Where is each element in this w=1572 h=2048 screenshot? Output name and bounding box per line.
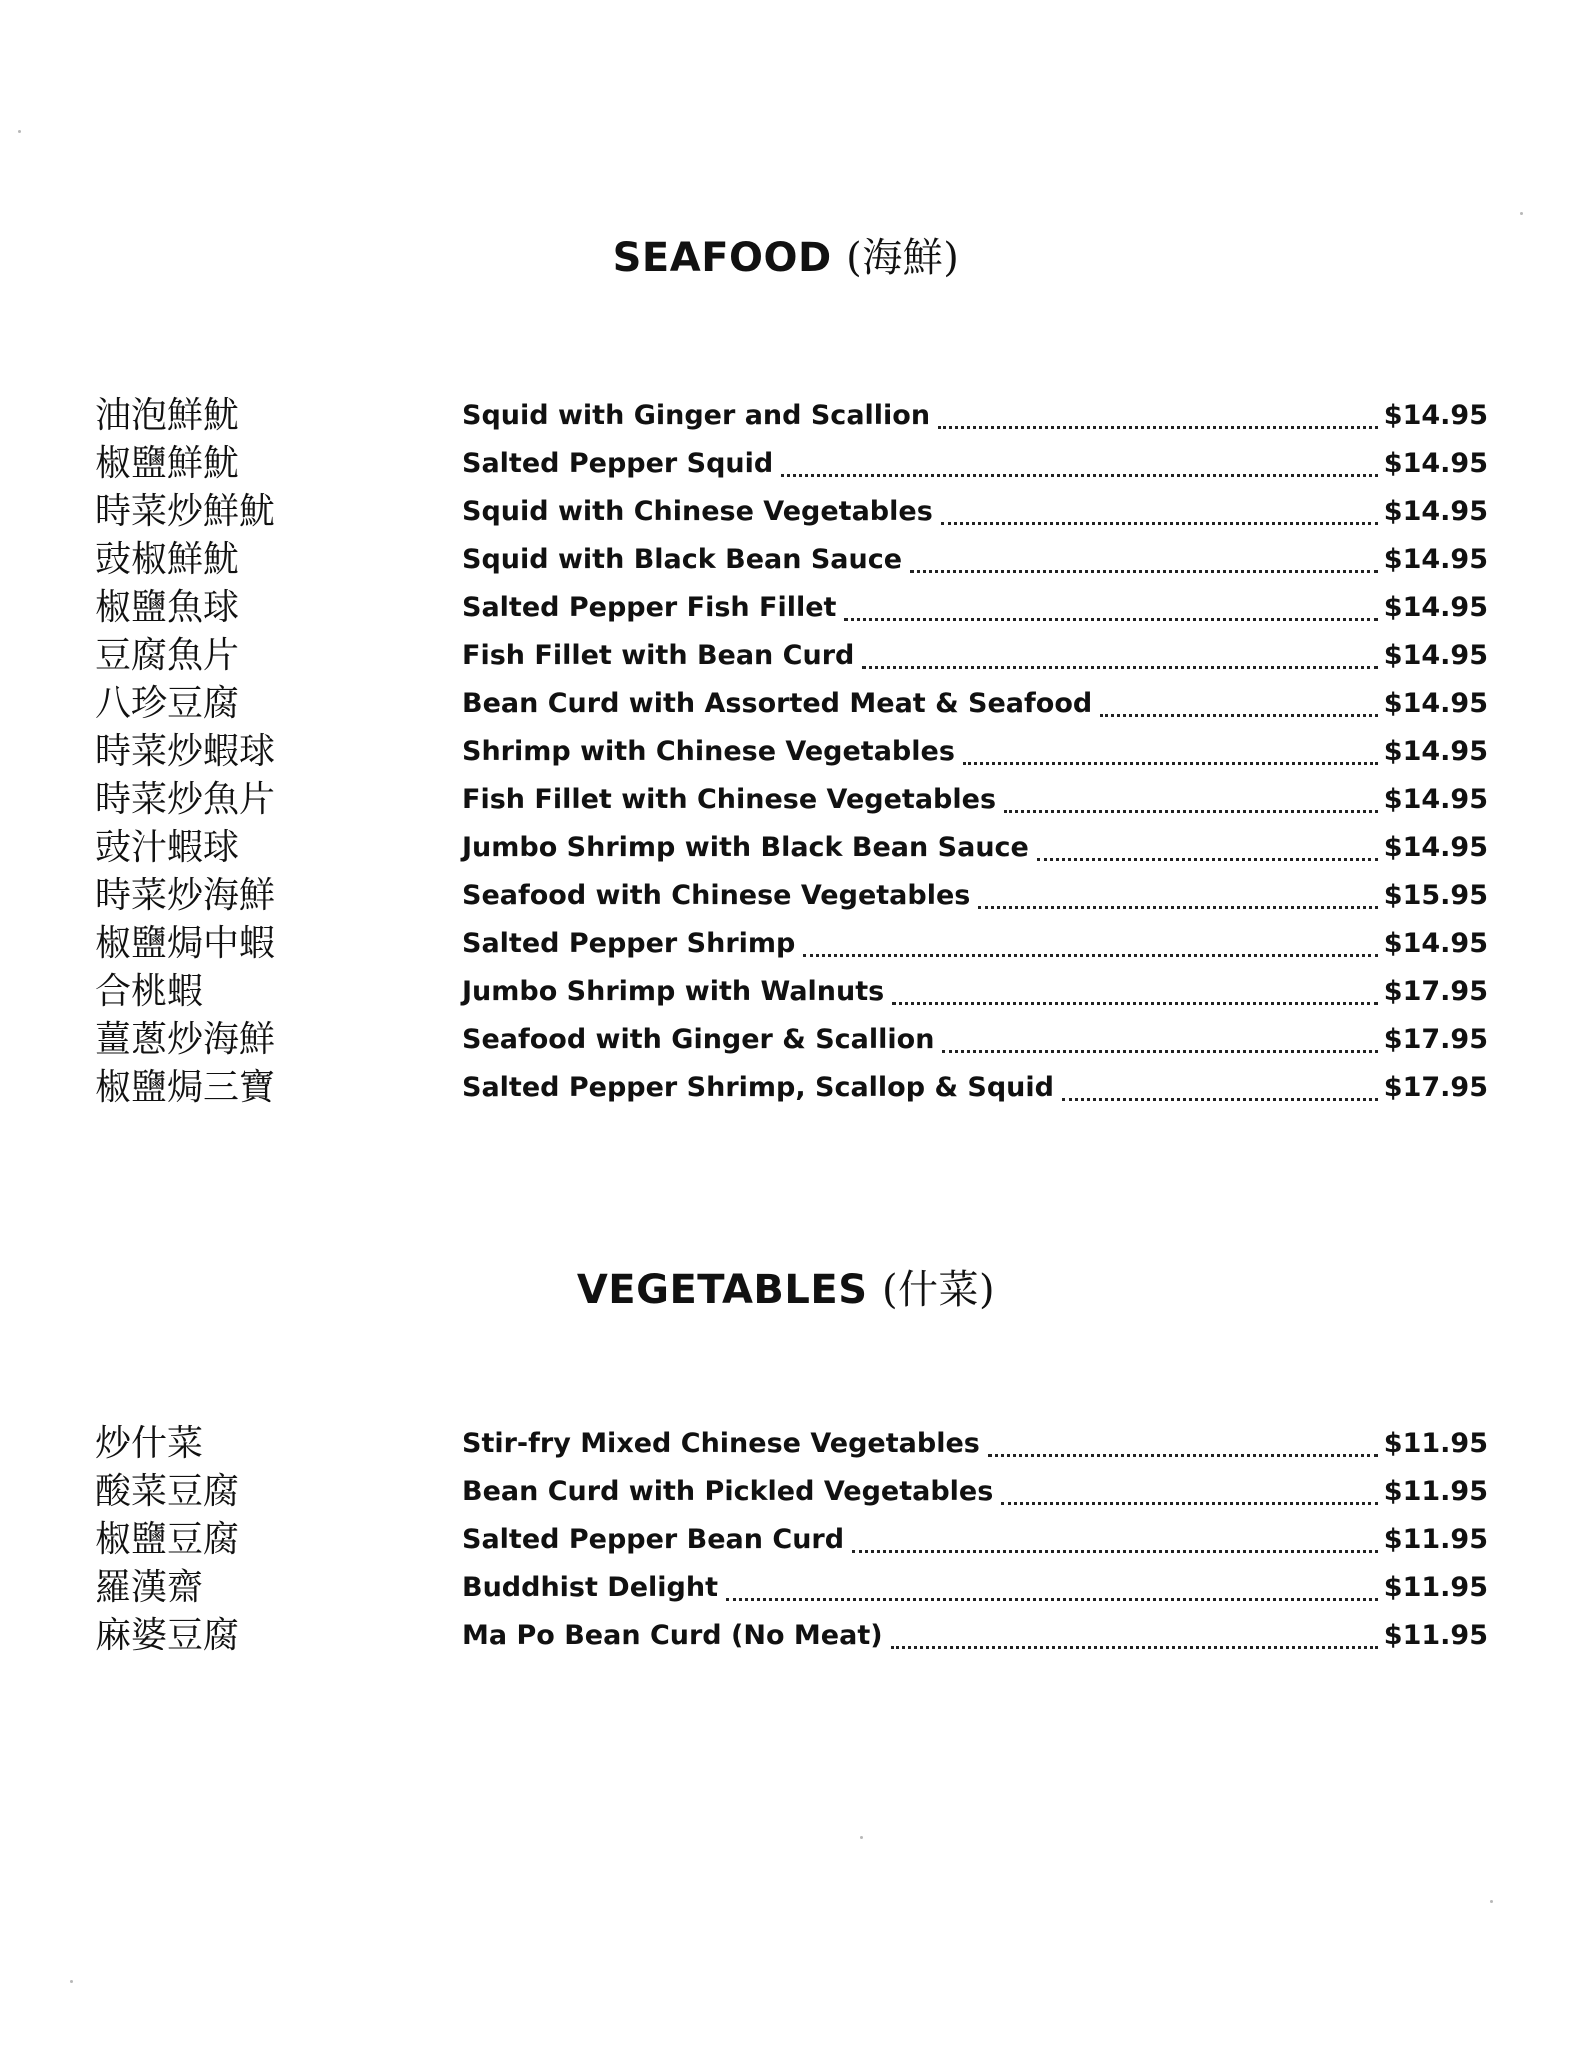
english-dish-name: Fish Fillet with Chinese Vegetables xyxy=(462,784,997,815)
menu-item xyxy=(0,390,1572,438)
menu-item xyxy=(0,774,1572,822)
dot-leader xyxy=(726,1594,1378,1601)
dish-price: $14.95 xyxy=(1383,496,1488,527)
dish-price: $11.95 xyxy=(1383,1620,1488,1651)
menu-item xyxy=(0,726,1572,774)
dot-leader xyxy=(988,1450,1378,1457)
chinese-dish-name: 炒什菜 xyxy=(95,1423,204,1464)
chinese-dish-name: 椒鹽魚球 xyxy=(95,587,240,628)
english-dish-name: Shrimp with Chinese Vegetables xyxy=(462,736,955,767)
scan-speck xyxy=(1520,212,1523,215)
english-dish-name: Salted Pepper Shrimp, Scallop & Squid xyxy=(462,1072,1054,1103)
dish-price: $14.95 xyxy=(1383,448,1488,479)
menu-item xyxy=(0,678,1572,726)
section-title-cjk: (什菜) xyxy=(881,1267,996,1313)
section-title-vegetables xyxy=(0,1258,1572,1315)
chinese-dish-name: 椒鹽焗中蝦 xyxy=(95,923,276,964)
menu-item xyxy=(0,534,1572,582)
dish-price: $14.95 xyxy=(1383,928,1488,959)
dot-leader xyxy=(891,1642,1378,1649)
dish-price: $14.95 xyxy=(1383,400,1488,431)
dot-leader xyxy=(892,998,1378,1005)
english-dish-name: Seafood with Chinese Vegetables xyxy=(462,880,971,911)
menu-item xyxy=(0,1466,1572,1514)
menu-item xyxy=(0,1062,1572,1110)
english-dish-name: Squid with Chinese Vegetables xyxy=(462,496,933,527)
english-dish-name: Salted Pepper Squid xyxy=(462,448,774,479)
dish-price: $14.95 xyxy=(1383,688,1488,719)
menu-item xyxy=(0,438,1572,486)
dot-leader xyxy=(844,614,1377,621)
dot-leader xyxy=(781,470,1378,477)
menu-item xyxy=(0,1610,1572,1658)
chinese-dish-name: 豉汁蝦球 xyxy=(95,827,240,868)
menu-item xyxy=(0,822,1572,870)
english-dish-name: Stir-fry Mixed Chinese Vegetables xyxy=(462,1428,980,1459)
english-dish-name: Buddhist Delight xyxy=(462,1572,718,1603)
english-dish-name: Salted Pepper Fish Fillet xyxy=(462,592,837,623)
dot-leader xyxy=(941,518,1378,525)
seafood-list xyxy=(0,390,1572,1110)
chinese-dish-name: 油泡鮮魷 xyxy=(95,395,240,436)
menu-item xyxy=(0,870,1572,918)
chinese-dish-name: 合桃蝦 xyxy=(95,971,204,1012)
english-dish-name: Jumbo Shrimp with Walnuts xyxy=(462,976,885,1007)
dot-leader xyxy=(1037,854,1378,861)
chinese-dish-name: 八珍豆腐 xyxy=(95,683,240,724)
dot-leader xyxy=(1001,1498,1377,1505)
dish-price: $11.95 xyxy=(1383,1524,1488,1555)
scan-speck xyxy=(70,1980,73,1983)
chinese-dish-name: 羅漢齋 xyxy=(95,1567,204,1608)
dish-price: $11.95 xyxy=(1383,1428,1488,1459)
english-dish-name: Fish Fillet with Bean Curd xyxy=(462,640,855,671)
section-title-seafood xyxy=(0,226,1572,283)
dot-leader xyxy=(910,566,1378,573)
english-dish-name: Salted Pepper Shrimp xyxy=(462,928,796,959)
vegetables-list xyxy=(0,1418,1572,1658)
dish-price: $17.95 xyxy=(1383,1024,1488,1055)
menu-item xyxy=(0,1418,1572,1466)
section-title-text: SEAFOOD xyxy=(612,235,832,281)
menu-item xyxy=(0,918,1572,966)
menu-item xyxy=(0,582,1572,630)
english-dish-name: Squid with Black Bean Sauce xyxy=(462,544,903,575)
english-dish-name: Salted Pepper Bean Curd xyxy=(462,1524,845,1555)
chinese-dish-name: 時菜炒蝦球 xyxy=(95,731,276,772)
dish-price: $17.95 xyxy=(1383,1072,1488,1103)
dot-leader xyxy=(938,422,1378,429)
dish-price: $14.95 xyxy=(1383,832,1488,863)
menu-item xyxy=(0,966,1572,1014)
dot-leader xyxy=(978,902,1377,909)
chinese-dish-name: 時菜炒魚片 xyxy=(95,779,276,820)
dot-leader xyxy=(942,1046,1377,1053)
scan-speck xyxy=(1490,1900,1493,1903)
dot-leader xyxy=(963,758,1378,765)
section-title-cjk: (海鮮) xyxy=(846,235,960,281)
dish-price: $17.95 xyxy=(1383,976,1488,1007)
menu-item xyxy=(0,1562,1572,1610)
dish-price: $14.95 xyxy=(1383,784,1488,815)
menu-item xyxy=(0,486,1572,534)
chinese-dish-name: 時菜炒鮮魷 xyxy=(95,491,276,532)
menu-item xyxy=(0,630,1572,678)
dish-price: $15.95 xyxy=(1383,880,1488,911)
english-dish-name: Bean Curd with Assorted Meat & Seafood xyxy=(462,688,1093,719)
chinese-dish-name: 豆腐魚片 xyxy=(95,635,240,676)
dish-price: $11.95 xyxy=(1383,1476,1488,1507)
english-dish-name: Bean Curd with Pickled Vegetables xyxy=(462,1476,994,1507)
chinese-dish-name: 薑蔥炒海鮮 xyxy=(95,1019,276,1060)
chinese-dish-name: 椒鹽豆腐 xyxy=(95,1519,240,1560)
chinese-dish-name: 椒鹽鮮魷 xyxy=(95,443,240,484)
chinese-dish-name: 豉椒鮮魷 xyxy=(95,539,240,580)
chinese-dish-name: 麻婆豆腐 xyxy=(95,1615,240,1656)
dish-price: $14.95 xyxy=(1383,736,1488,767)
english-dish-name: Seafood with Ginger & Scallion xyxy=(462,1024,935,1055)
dot-leader xyxy=(803,950,1377,957)
section-title-text: VEGETABLES xyxy=(576,1267,868,1313)
dot-leader xyxy=(1100,710,1378,717)
dot-leader xyxy=(1062,1094,1378,1101)
menu-item xyxy=(0,1514,1572,1562)
dish-price: $11.95 xyxy=(1383,1572,1488,1603)
dot-leader xyxy=(1004,806,1378,813)
dish-price: $14.95 xyxy=(1383,640,1488,671)
english-dish-name: Ma Po Bean Curd (No Meat) xyxy=(462,1620,883,1651)
menu-item xyxy=(0,1014,1572,1062)
dish-price: $14.95 xyxy=(1383,592,1488,623)
dish-price: $14.95 xyxy=(1383,544,1488,575)
chinese-dish-name: 椒鹽焗三寶 xyxy=(95,1067,276,1108)
scan-speck xyxy=(18,130,21,133)
dot-leader xyxy=(862,662,1377,669)
dot-leader xyxy=(852,1546,1378,1553)
chinese-dish-name: 酸菜豆腐 xyxy=(95,1471,240,1512)
chinese-dish-name: 時菜炒海鮮 xyxy=(95,875,276,916)
english-dish-name: Squid with Ginger and Scallion xyxy=(462,400,931,431)
scan-speck xyxy=(860,1836,863,1839)
english-dish-name: Jumbo Shrimp with Black Bean Sauce xyxy=(462,832,1029,863)
